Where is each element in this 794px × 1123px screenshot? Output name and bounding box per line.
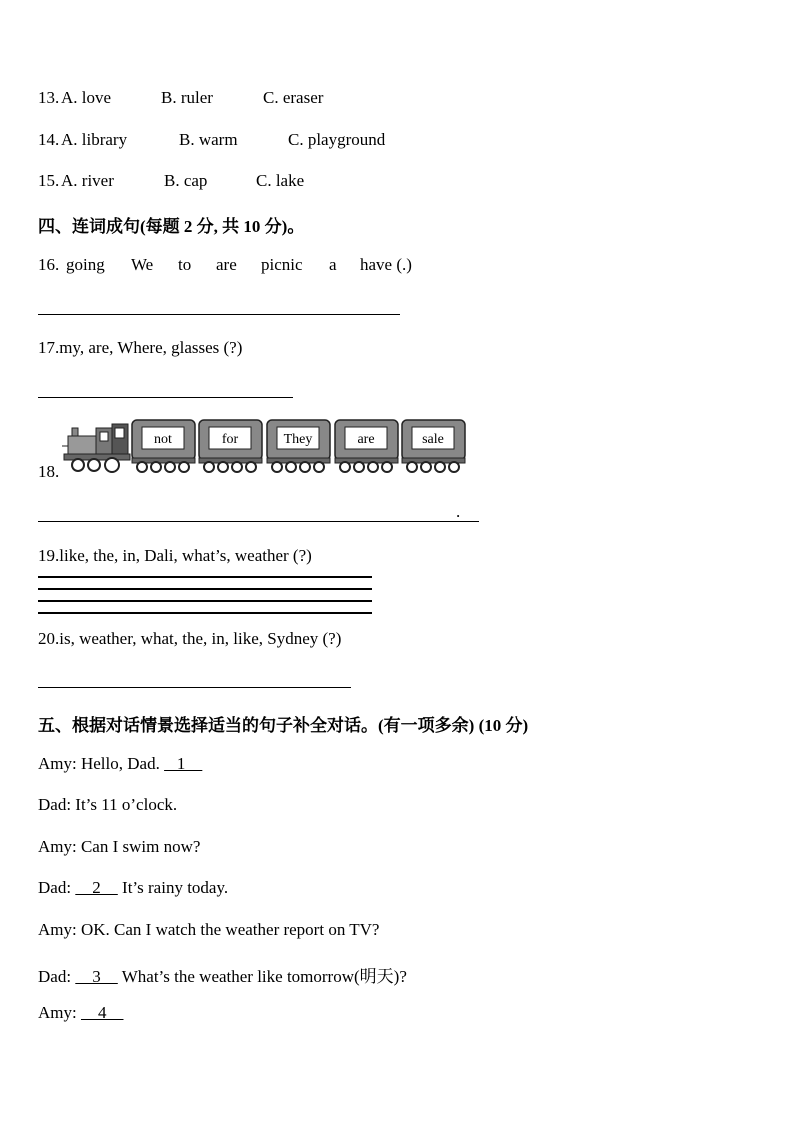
q15-option-a: A. river	[61, 171, 114, 190]
train-car-word: for	[221, 432, 239, 447]
q17-answer-line[interactable]	[38, 397, 293, 398]
q20-prompt: 20.is, weather, what, the, in, like, Sydney (?)	[38, 629, 342, 648]
q15-option-b: B. cap	[164, 171, 208, 190]
train-car	[132, 420, 195, 472]
train-car-word: They	[283, 432, 313, 447]
dialogue-line-4	[38, 878, 228, 898]
dialogue-line-7	[38, 1003, 123, 1023]
q17-prompt: 17.my, are, Where, glasses (?)	[38, 338, 243, 357]
q16-word: a	[329, 255, 337, 274]
dialogue-line-3: Amy: Can I swim now?	[38, 837, 201, 856]
q16-word: have (.)	[360, 255, 412, 274]
q18-answer-line[interactable]	[38, 521, 479, 522]
train-illustration	[62, 416, 472, 478]
section-5-title: 五、根据对话情景选择适当的句子补全对话。(有一项多余) (10 分)	[38, 716, 529, 735]
q19-writing-line[interactable]	[38, 600, 372, 602]
q16-number: 16.	[38, 255, 60, 274]
q16-word: picnic	[261, 255, 303, 274]
train-car-word: are	[357, 432, 375, 447]
dialogue-speaker-text: Dad:	[38, 878, 76, 897]
dialogue-line-6	[38, 962, 407, 987]
train-car-word: sale	[422, 432, 444, 447]
answer-blank-3[interactable]: 3	[75, 967, 118, 986]
q19-writing-line[interactable]	[38, 576, 372, 578]
dialogue-text: It’s rainy today.	[117, 878, 229, 897]
q13-option-b: B. ruler	[161, 88, 213, 107]
answer-blank-4[interactable]: 4	[80, 1003, 124, 1022]
q16-word: are	[216, 255, 237, 274]
dialogue-line-2: Dad: It’s 11 o’clock.	[38, 795, 178, 814]
train-car	[267, 420, 330, 472]
locomotive-icon	[62, 424, 130, 472]
dialogue-speaker-text: Dad:	[38, 967, 76, 986]
dialogue-speaker-text: Amy: Hello, Dad.	[38, 754, 165, 773]
q16-answer-line[interactable]	[38, 314, 400, 315]
q19-writing-line[interactable]	[38, 612, 372, 614]
q13-option-c: C. eraser	[263, 88, 324, 107]
train-car	[199, 420, 262, 472]
q14-option-c: C. playground	[288, 130, 386, 149]
dialogue-speaker-text: Amy:	[38, 1003, 81, 1022]
q14-option-b: B. warm	[179, 130, 238, 149]
answer-blank-2[interactable]: 2	[75, 878, 118, 897]
train-car-word: not	[154, 432, 172, 447]
q16-word: to	[178, 255, 192, 274]
dialogue-line-5: Amy: OK. Can I watch the weather report on TV?	[38, 920, 380, 939]
q14-number: 14.	[38, 130, 60, 149]
q15-number: 15.	[38, 171, 60, 190]
section-4-title: 四、连词成句(每题 2 分, 共 10 分)。	[38, 217, 305, 236]
q13-option-a: A. love	[61, 88, 112, 107]
train-car	[335, 420, 398, 472]
q16-word: going	[66, 255, 105, 274]
dialogue-line-1	[38, 754, 202, 774]
answer-blank-1[interactable]: 1	[164, 754, 203, 773]
q18-number: 18.	[38, 462, 60, 481]
q13-number: 13.	[38, 88, 60, 107]
train-car	[402, 420, 465, 472]
q20-answer-line[interactable]	[38, 687, 351, 688]
q19-writing-line[interactable]	[38, 588, 372, 590]
dialogue-text: What’s the weather like tomorrow(明天)?	[117, 967, 407, 986]
q16-word: We	[131, 255, 154, 274]
q14-option-a: A. library	[61, 130, 128, 149]
q19-prompt: 19.like, the, in, Dali, what’s, weather (?)	[38, 546, 312, 565]
q15-option-c: C. lake	[256, 171, 305, 190]
q18-period: .	[456, 502, 461, 521]
